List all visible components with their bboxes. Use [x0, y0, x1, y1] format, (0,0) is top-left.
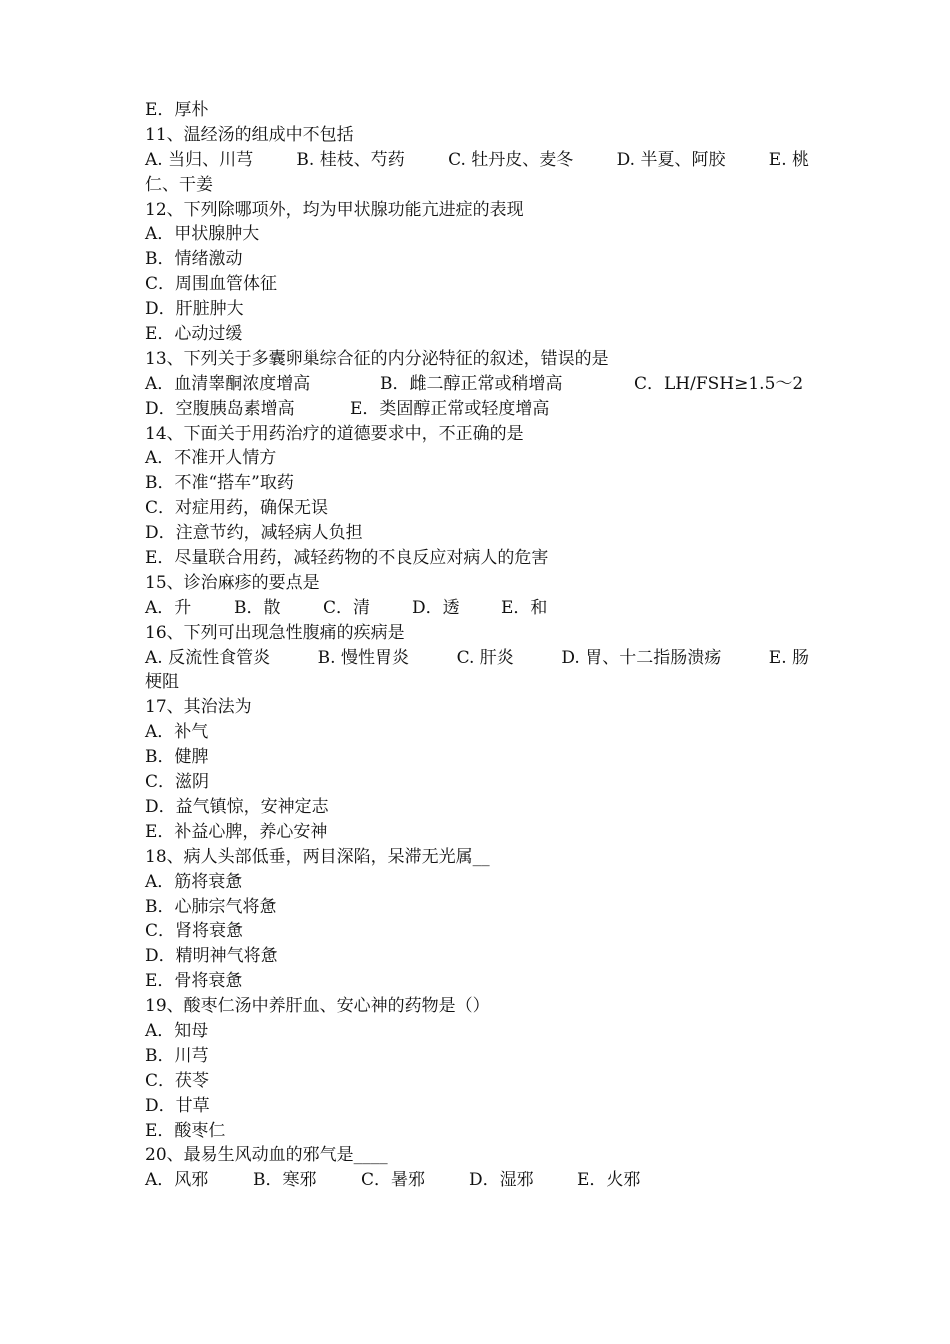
option-continuation: 仁、干姜 [145, 174, 213, 195]
option-e: E．类固醇正常或轻度增高 [350, 398, 550, 419]
options-row-q13b [145, 397, 810, 422]
option-line: C．茯苓 [145, 1070, 210, 1091]
option-continuation: 梗阻 [145, 672, 179, 693]
option-line: A．知母 [145, 1020, 209, 1041]
option-a: A．血清睾酮浓度增高 [145, 373, 311, 394]
option-e: E．火邪 [577, 1170, 641, 1191]
option-line: B．心肺宗气将惫 [145, 896, 277, 917]
option-c: C．暑邪 [361, 1170, 426, 1191]
question-15: 15、诊治麻疹的要点是 [145, 572, 320, 593]
question-17: 17、其治法为 [145, 697, 252, 718]
option-d: D．湿邪 [469, 1170, 534, 1191]
option-a: A. 反流性食管炎 [145, 647, 271, 668]
option-a: A．升 [145, 597, 192, 618]
option-line: C．对症用药，确保无误 [145, 498, 329, 519]
question-11: 11、温经汤的组成中不包括 [145, 124, 354, 145]
option-line: A．甲状腺肿大 [145, 224, 260, 245]
option-c: C. 肝炎 [456, 647, 514, 668]
option-c: C. 牡丹皮、麦冬 [448, 149, 574, 170]
option-line: C．滋阴 [145, 772, 210, 793]
option-line: B．情绪激动 [145, 249, 243, 270]
options-row-q13a [145, 372, 810, 397]
options-row-q16 [145, 646, 809, 671]
document-body [145, 98, 810, 1193]
question-19: 19、酸枣仁汤中养肝血、安心神的药物是（） [145, 996, 490, 1017]
option-line: B．不准“搭车”取药 [145, 473, 294, 494]
option-a: A. 当归、川芎 [145, 149, 254, 170]
question-16: 16、下列可出现急性腹痛的疾病是 [145, 622, 405, 643]
question-18: 18、病人头部低垂，两目深陷，呆滞无光属__ [145, 846, 490, 867]
option-line: E．骨将衰惫 [145, 971, 243, 992]
options-row-q20 [145, 1168, 810, 1193]
option-b: B. 慢性胃炎 [317, 647, 409, 668]
option-d: D．透 [412, 597, 460, 618]
option-line: A．筋将衰惫 [145, 871, 243, 892]
option-line: A．补气 [145, 722, 209, 743]
option-b: B．寒邪 [253, 1170, 317, 1191]
option-line: D．精明神气将惫 [145, 946, 278, 967]
option-line: D．益气镇惊，安神定志 [145, 796, 329, 817]
option-e: E．和 [501, 597, 548, 618]
option-c: C．清 [323, 597, 371, 618]
option-line: D．肝脏肿大 [145, 299, 244, 320]
option-d: D. 半夏、阿胶 [616, 149, 726, 170]
question-13: 13、下列关于多囊卵巢综合征的内分泌特征的叙述，错误的是 [145, 348, 609, 369]
option-line: D．甘草 [145, 1095, 210, 1116]
option-b: B．雌二醇正常或稍增高 [380, 373, 563, 394]
option-line: E．厚朴 [145, 100, 209, 120]
option-c: C．LH/FSH≥1.5～2 [634, 373, 804, 394]
option-a: A．风邪 [145, 1170, 209, 1191]
option-line: E．补益心脾，养心安神 [145, 821, 328, 842]
options-row-q15 [145, 596, 810, 621]
option-e: E. 桃 [768, 149, 809, 170]
option-line: A．不准开人情方 [145, 448, 277, 469]
option-b: B. 桂枝、芍药 [296, 149, 405, 170]
option-line: D．注意节约，减轻病人负担 [145, 523, 363, 544]
option-b: B．散 [234, 597, 281, 618]
option-line: B．健脾 [145, 747, 209, 768]
options-row-q11 [145, 148, 809, 173]
option-line: B．川芎 [145, 1045, 209, 1066]
option-d: D．空腹胰岛素增高 [145, 398, 295, 419]
option-line: C．周围血管体征 [145, 274, 278, 295]
option-line: C．肾将衰惫 [145, 921, 244, 942]
option-line: E．心动过缓 [145, 324, 243, 345]
option-d: D. 胃、十二指肠溃疡 [561, 647, 722, 668]
question-20: 20、最易生风动血的邪气是____ [145, 1145, 388, 1166]
option-line: E．酸枣仁 [145, 1120, 226, 1141]
option-e: E. 肠 [768, 647, 809, 668]
question-14: 14、下面关于用药治疗的道德要求中，不正确的是 [145, 423, 524, 444]
option-line: E．尽量联合用药，减轻药物的不良反应对病人的危害 [145, 548, 549, 569]
question-12: 12、下列除哪项外，均为甲状腺功能亢进症的表现 [145, 199, 524, 220]
